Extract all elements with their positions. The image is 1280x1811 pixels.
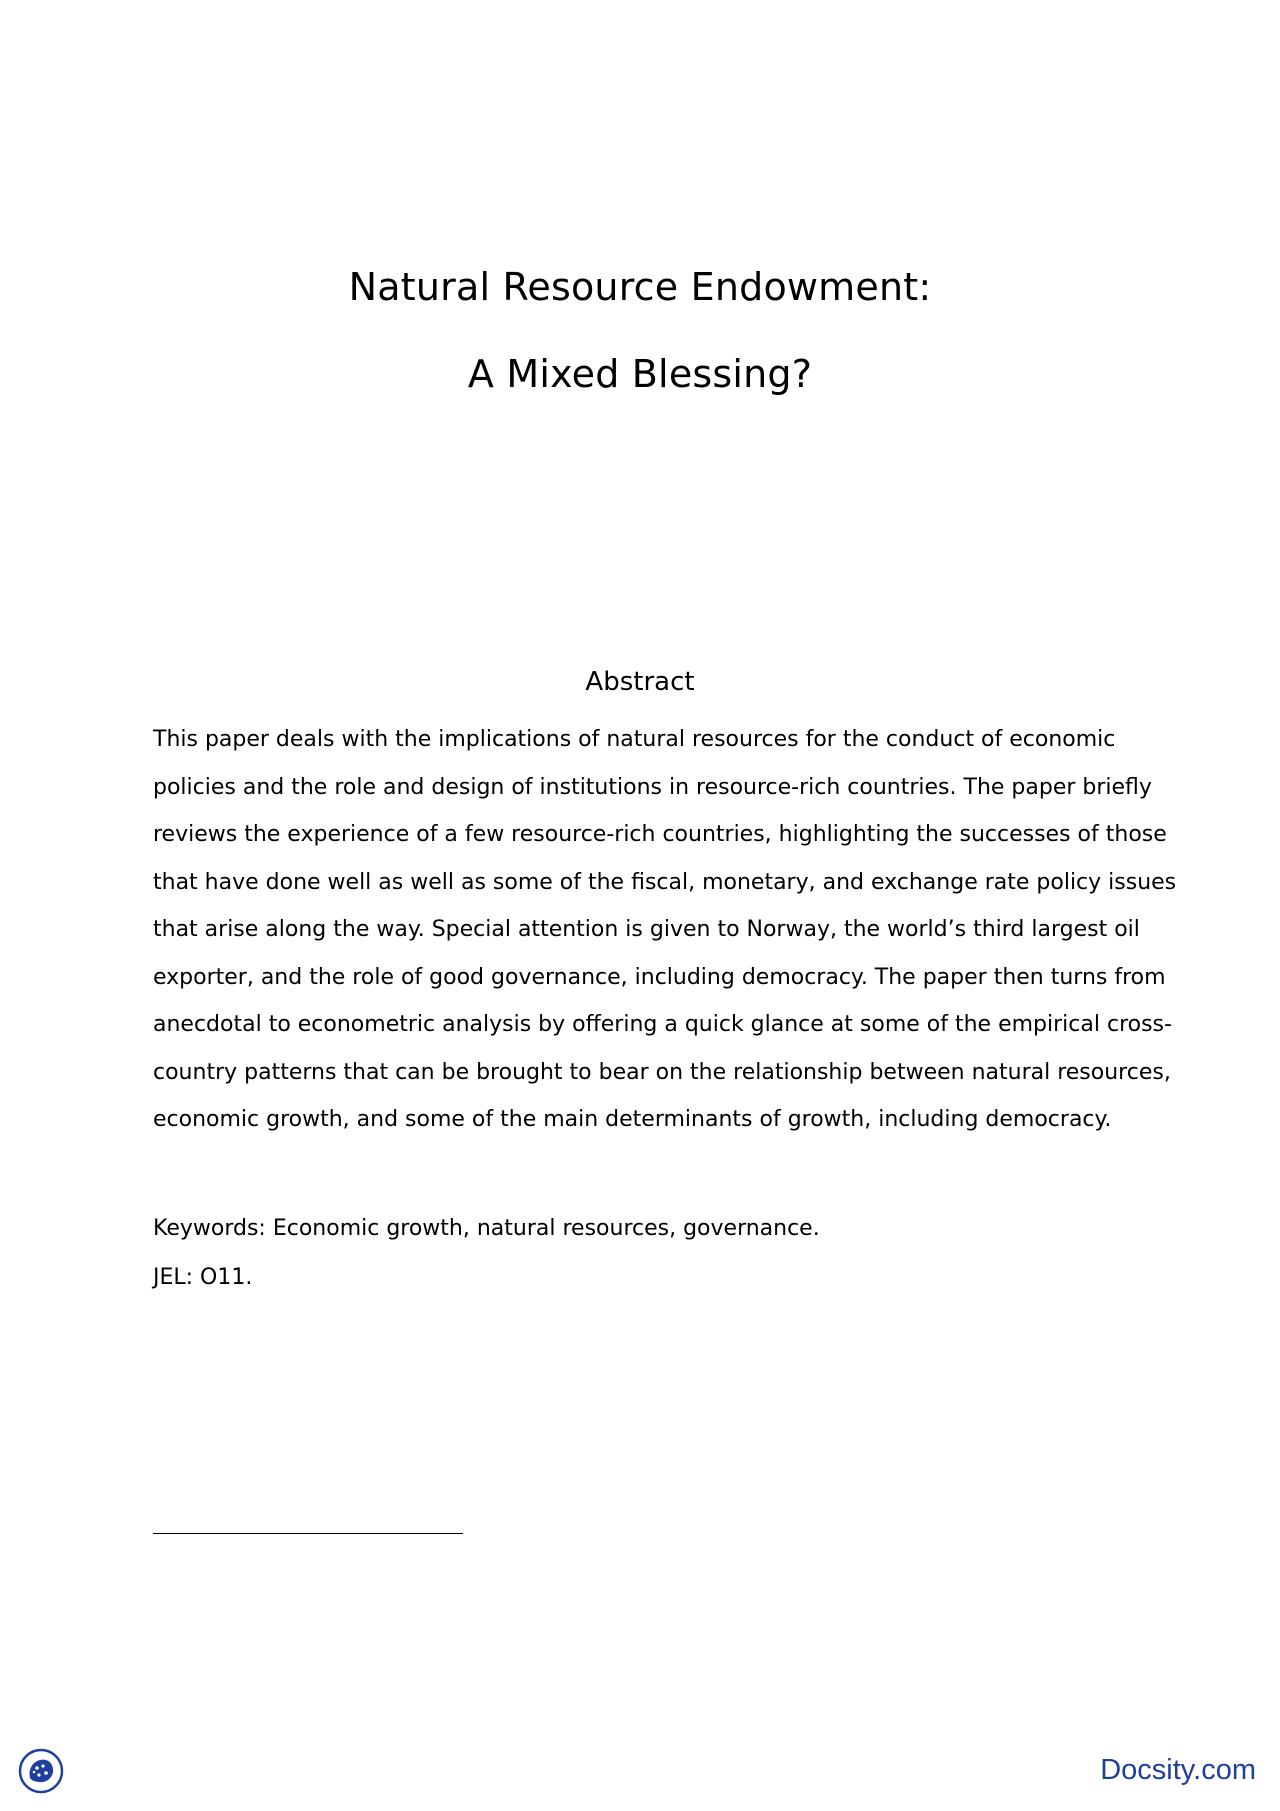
title-line-1: Natural Resource Endowment: (348, 265, 932, 309)
docsity-brand-link[interactable]: Docsity.com (1100, 1754, 1256, 1786)
abstract-line: policies and the role and design of institutions in resource-rich countries. The paper briefly (153, 774, 1152, 800)
abstract-line: that arise along the way. Special attention is given to Norway, the world’s third largest oil (153, 917, 1140, 942)
abstract-line: exporter, and the role of good governance, including democracy. The paper then turns from (153, 964, 1166, 990)
docsity-logo-icon[interactable] (18, 1748, 64, 1794)
abstract-line: anecdotal to econometric analysis by offering a quick glance at some of the empirical cross- (153, 1012, 1172, 1037)
abstract-line: This paper deals with the implications of natural resources for the conduct of economic (153, 727, 1116, 752)
title-line-2: A Mixed Blessing? (467, 352, 813, 396)
abstract-line: economic growth, and some of the main determinants of growth, including democracy. (153, 1107, 1112, 1132)
jel-code-line: JEL: O11. (153, 1265, 253, 1290)
abstract-body (153, 716, 1177, 1144)
keywords-line: Keywords: Economic growth, natural resources, governance. (153, 1216, 820, 1241)
abstract-heading: Abstract (585, 667, 695, 697)
abstract-line: reviews the experience of a few resource-rich countries, highlighting the successes of those (153, 822, 1167, 847)
abstract-line: that have done well as well as some of the fiscal, monetary, and exchange rate policy issues (153, 869, 1177, 895)
abstract-line: country patterns that can be brought to bear on the relationship between natural resources, (153, 1059, 1171, 1085)
footnote-separator (153, 1533, 463, 1534)
